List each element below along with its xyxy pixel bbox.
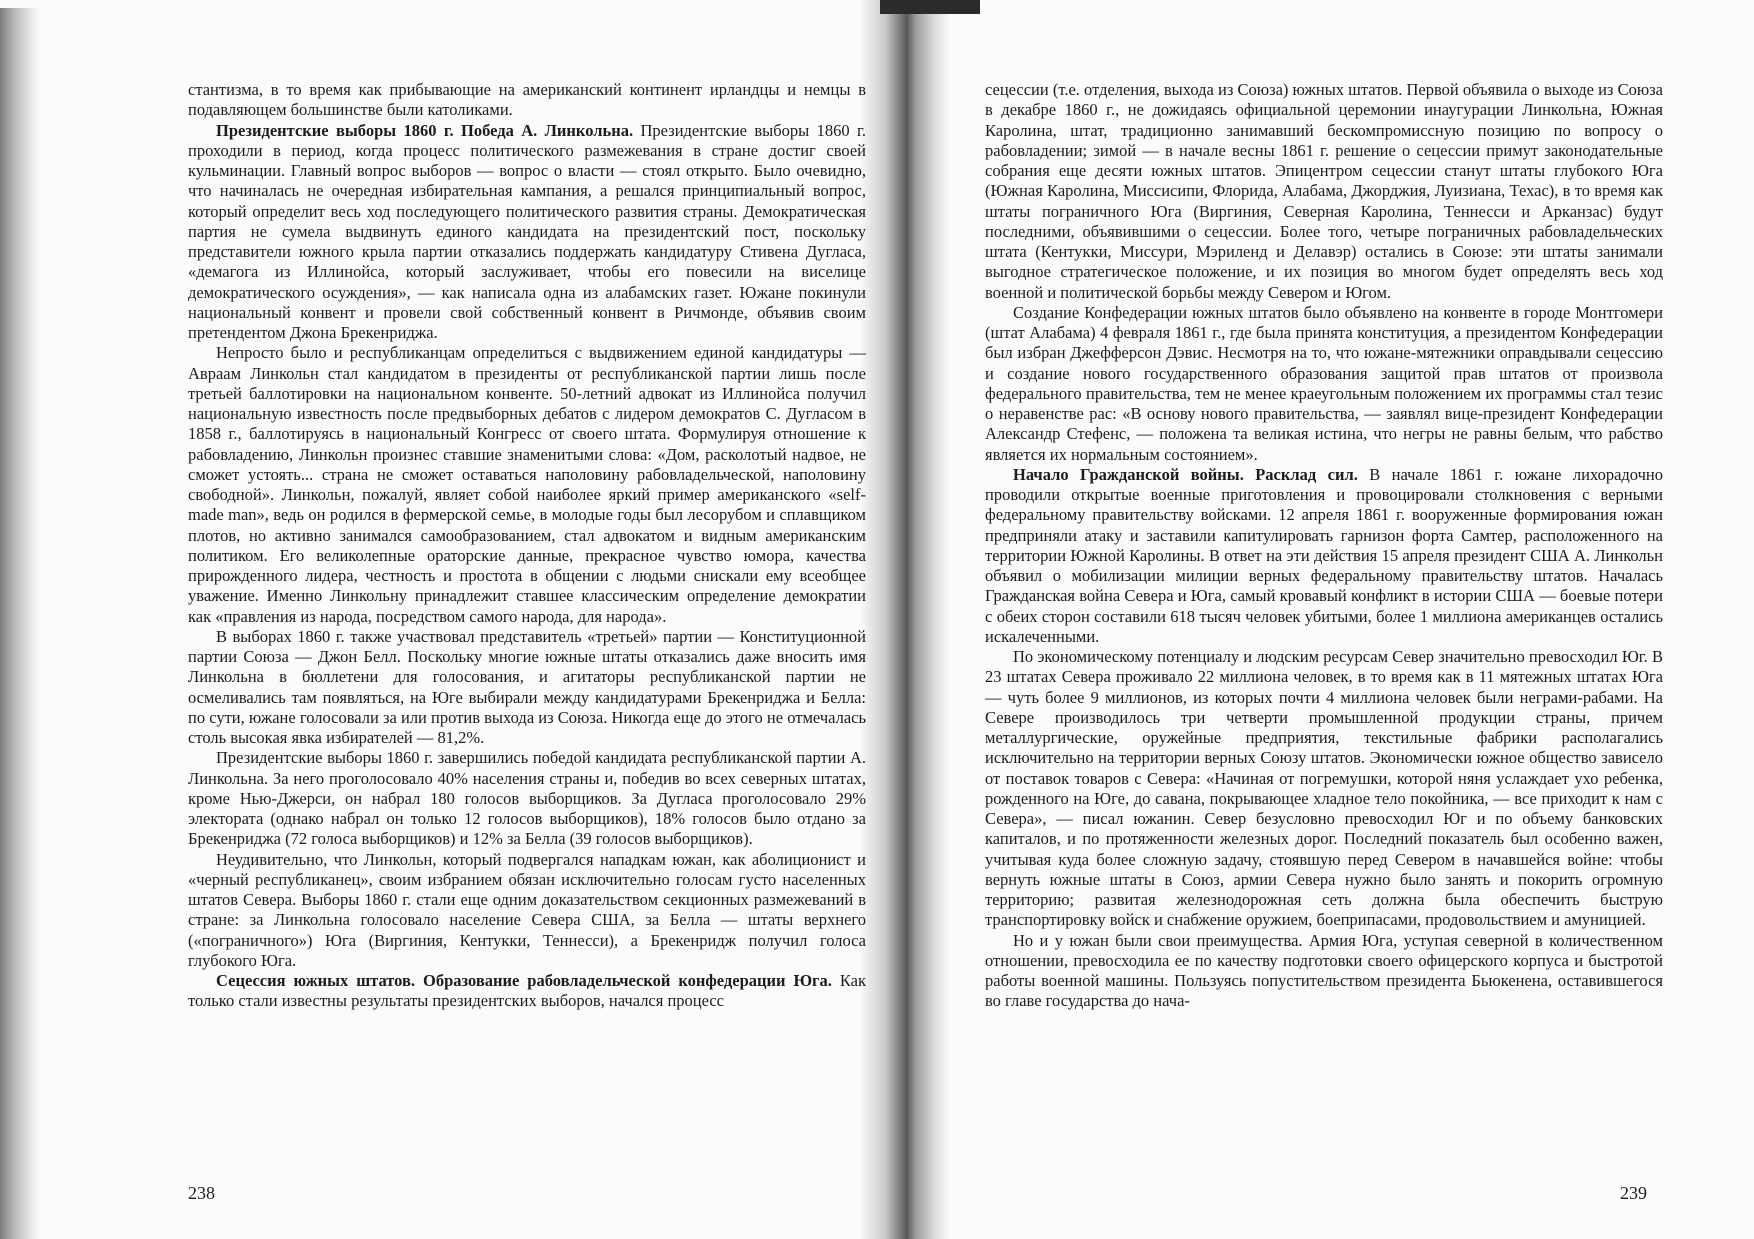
section-heading: Начало Гражданской войны. Расклад сил. (1013, 464, 1358, 484)
paragraph (188, 343, 866, 627)
paragraph (985, 80, 1663, 303)
paragraph (985, 465, 1663, 647)
paragraph-text: Президентские выборы 1860 г. завершились победой кандидата республиканской партии А. Линкольна. За него проголосовало 40% населения страны и, победив во всех северных штатах, кроме Нью-Джерси, он набрал 180 голосов выборщиков. За Дугласа проголосовало 29% электората (однако набрал он только 12 голосов выборщиков), 18% голосов было отдано за Брекенриджа (72 голоса выборщиков) и 12% за Белла (39 голосов выборщиков). (188, 748, 866, 849)
paragraph (188, 121, 866, 344)
paragraph-text: Но и у южан были свои преимущества. Армия Юга, уступая северной в количественном отношении, превосходила ее по качеству подготовки своего офицерского корпуса и быстротой работы военной машины. Пользуясь попустительством президента Бьюкенена, оставившегося во главе государства до нача- (985, 930, 1663, 1011)
left-page-text (188, 80, 866, 1012)
paragraph-text: В выборах 1860 г. также участвовал представитель «третьей» партии — Конституционной партии Союза — Джон Белл. Поскольку многие южные штаты отказались даже вносить имя Линкольна в бюллетени для голосования, и агитаторы республиканской партии не осмеливались там появляться, на Юге выбирали между кандидатурами Брекенриджа и Белла: по сути, южане голосовали за или против выхода из Союза. Никогда еще до этого не отмечалась столь высокая явка избирателей — 81,2%. (188, 626, 866, 747)
section-heading: Сецессия южных штатов. Образование рабовладельческой конфедерации Юга. (216, 971, 832, 990)
paragraph-text: Как только стали известны результаты президентских выборов, начался процесс (188, 971, 866, 1011)
paragraph-text: Создание Конфедерации южных штатов было объявлено на конвенте в городе Монтгомери (штат Алабама) 4 февраля 1861 г., где была принята конституция, а президентом Конфедерации был избран Джефферсон Дэвис. Несмотря на то, что южане-мятежники оправдывали сецессию и создание нового государственного образования защитой прав штатов от произвола федерального правительства, тем не менее краеугольным положением их программы стал тезис о неравенстве рас: «В основу нового правительства, — заявлял вице-президент Конфедерации Александр Стефенс, — положена та великая истина, что негры не равны белым, что рабство является их нормальным состоянием». (985, 302, 1663, 464)
paragraph (188, 80, 866, 121)
page-edge-shadow (0, 8, 40, 1239)
paragraph-text: стантизма, в то время как прибывающие на американский континент ирландцы и немцы в подавляющем большинстве были католиками. (188, 80, 866, 120)
paragraph (985, 303, 1663, 465)
paragraph (985, 931, 1663, 1012)
page-number-right: 239 (1620, 1183, 1647, 1203)
page-number-left: 238 (188, 1183, 215, 1203)
paragraph (188, 971, 866, 1012)
book-spine-top (880, 0, 980, 14)
paragraph (985, 647, 1663, 931)
paragraph-text: Президентские выборы 1860 г. проходили в период, когда процесс политического размежевания в стране достиг своей кульминации. Главный вопрос выборов — вопрос о власти — стоял открыто. Было очевидно, что начиналась не очередная избирательная кампания, а решался принципиальный вопрос, который определит весь ход последующего политического развития страны. Демократическая партия не сумела выдвинуть единого кандидата на президентский пост, поскольку представители южного крыла партии отказались поддержать кандидатуру Стивена Дугласа, «демагога из Иллинойса, который заслуживает, чтобы его повесили на виселице демократического осуждения», — как написала одна из алабамских газет. Южане покинули национальный конвент и провели свой собственный конвент в Ричмонде, объявив своим претендентом Джона Брекенриджа. (188, 120, 866, 342)
paragraph-text: Непросто было и республиканцам определиться с выдвижением единой кандидатуры — Авраам Линкольн стал кандидатом в президенты от республиканской партии лишь после третьей баллотировки на национальном конвенте. 50-летний адвокат из Иллинойса получил национальную известность после предвыборных дебатов с лидером демократов С. Дугласом в 1858 г., баллотируясь в национальный Конгресс от своего штата. Формулируя отношение к рабовладению, Линкольн произнес ставшие знаменитыми слова: «Дом, расколотый надвое, не сможет устоять... страна не сможет оставаться наполовину рабовладельческой, наполовину свободной». Линкольн, пожалуй, являет собой наиболее яркий пример американского «self-made man», ведь он родился в фермерской семье, в молодые годы был лесорубом и сплавщиком плотов, но активно занимался самообразованием, стал адвокатом и видным американским политиком. Его великолепные ораторские данные, прекрасное чувство юмора, качества прирожденного лидера, честность и простота в общении с людьми снискали ему всеобщее уважение. Именно Линкольну принадлежит ставшее классическим определение демократии как «правления из народа, посредством самого народа, для народа». (188, 343, 866, 626)
book-gutter (860, 0, 950, 1239)
paragraph (188, 748, 866, 849)
paragraph-text: По экономическому потенциалу и людским ресурсам Север значительно превосходил Юг. В 23 штатах Севера проживало 22 миллиона человек, в то время как в 11 мятежных штатах Юга — чуть более 9 миллионов, из которых почти 4 миллиона человек были неграми-рабами. На Севере производилось три четверти промышленной продукции страны, причем металлургические, оружейные предприятия, текстильные фабрики располагались исключительно на территории верных Союзу штатов. Экономически южное общество зависело от поставок товаров с Севера: «Начиная от погремушки, которой няня услаждает ухо ребенка, рожденного на Юге, до савана, покрывающее хладное тело покойника, — все приходит к нам с Севера», — писал южанин. Север безусловно превосходил Юг и по объему банковских капиталов, и по протяженности железных дорог. Последний показатель был особенно важен, учитывая куда более сложную задачу, стоявшую перед Севером в начавшейся войне: чтобы вернуть южные штаты в Союз, армии Севера нужно было занять и покорить огромную территорию; развитая железнодорожная сеть должна была обеспечить быструю транспортировку войск и снабжение оружием, боеприпасами, продовольствием и амуницией. (985, 647, 1663, 930)
paragraph-text: Неудивительно, что Линкольн, который подвергался нападкам южан, как аболиционист и «черный республиканец», своим избранием обязан исключительно голосам густо населенных штатов Севера. Выборы 1860 г. стали еще одним доказательством секционных размежеваний в стране: за Линкольна голосовало население Севера США, за Белла — штаты верхнего («пограничного») Юга (Виргиния, Кентукки, Теннесси), а Брекенридж получил голоса глубокого Юга. (188, 849, 866, 970)
paragraph (188, 627, 866, 749)
paragraph-text: сецессии (т.е. отделения, выхода из Союза) южных штатов. Первой объявила о выходе из Союза в декабре 1860 г., не дожидаясь официальной церемонии инаугурации Линкольна, Южная Каролина, штат, традиционно занимавший бескомпромиссную позицию по вопросу о рабовладении; зимой — в начале весны 1861 г. решение о сецессии примут законодательные собрания еще десяти южных штатов. Эпицентром сецессии станут штаты глубокого Юга (Южная Каролина, Миссисипи, Флорида, Алабама, Джорджия, Луизиана, Техас), в то время как штаты пограничного Юга (Виргиния, Северная Каролина, Теннесси и Арканзас) будут последними, объявившими о сецессии. Более того, четыре пограничных рабовладельческих штата (Кентукки, Миссури, Мэриленд и Делавэр) остались в Союзе: эти штаты занимали выгодное стратегическое положение, и их позиция во многом будет определять весь ход военной и политической борьбы между Севером и Югом. (985, 80, 1663, 302)
paragraph-text: В начале 1861 г. южане лихорадочно проводили открытые военные приготовления и провоцировали столкновения с верными федеральному правительству войсками. 12 апреля 1861 г. вооруженные формирования южан предприняли атаку и заставили капитулировать гарнизон форта Самтер, расположенного на территории Южной Каролины. В ответ на эти действия 15 апреля президент США А. Линкольн объявил о мобилизации милиции верных федеральному правительству штатов. Началась Гражданская война Севера и Юга, самый кровавый конфликт в истории США — боевые потери с обеих сторон составили 618 тысяч человек убитыми, более 1 миллиона американцев остались искалеченными. (985, 464, 1663, 646)
paragraph (188, 850, 866, 972)
section-heading: Президентские выборы 1860 г. Победа А. Линкольна. (216, 120, 634, 140)
right-page-text (985, 80, 1663, 1012)
